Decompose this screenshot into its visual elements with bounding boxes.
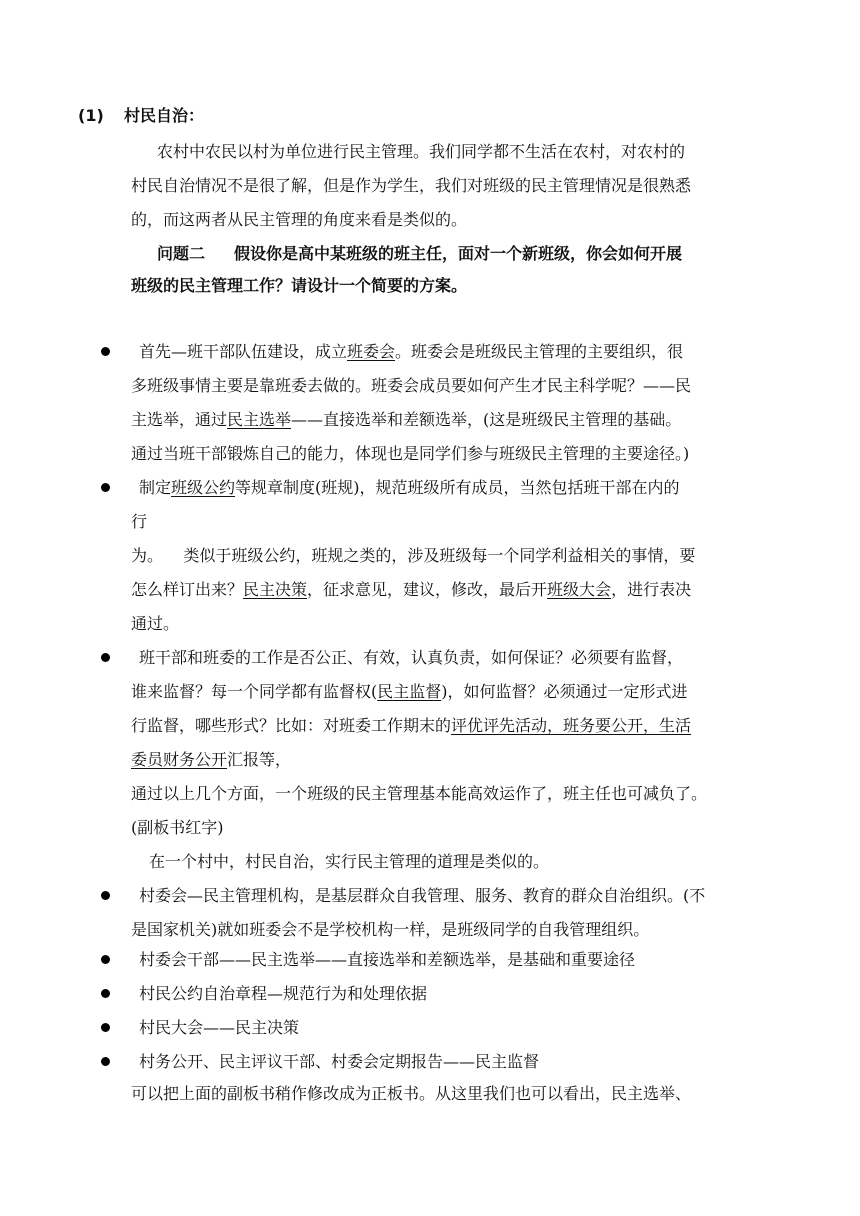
question-label: 问题二: [157, 244, 206, 263]
keyword-democratic-decision: 民主决策: [243, 580, 308, 599]
bullet-icon: [101, 653, 110, 662]
village-b5: 村务公开、民主评议干部、村委会定期报告——民主监督: [139, 1052, 540, 1071]
b2-line-4: 怎么样订出来？民主决策，征求意见，建议，修改，最后开班级大会，进行表决: [131, 580, 692, 599]
village-b4: 村民大会——民主决策: [139, 1018, 300, 1037]
b3-line-2: 谁来监督？每一个同学都有监督权(民主监督)，如何监督？必须通过一定形式进: [131, 682, 688, 701]
b2-line-2: 行: [131, 512, 148, 531]
village-b1-line-2: 是国家机关)就如班委会不是学校机构一样，是班级同学的自我管理组织。: [131, 920, 650, 939]
section-title: 村民自治：: [124, 106, 205, 125]
bullet-icon: [101, 891, 110, 900]
summary-line-1: 通过以上几个方面，一个班级的民主管理基本能高效运作了，班主任也可减负了。: [131, 784, 708, 803]
b1-line-2: 多班级事情主要是靠班委去做的。班委会成员要如何产生才民主科学呢？——民: [131, 376, 692, 395]
keyword-class-convention: 班级公约: [171, 478, 236, 497]
bullet-icon: [101, 1023, 110, 1032]
bullet-icon: [101, 955, 110, 964]
question-line-2: 班级的民主管理工作？请设计一个简要的方案。: [131, 276, 468, 295]
b3-line-3: 行监督，哪些形式？比如：对班委工作期末的评优评先活动，班务要公开，生活: [131, 716, 692, 735]
summary-line-2: (副板书红字): [131, 818, 224, 837]
bullet-icon: [101, 347, 110, 356]
bullet-icon: [101, 989, 110, 998]
bullet-icon: [101, 1057, 110, 1066]
b3-line-4: 委员财务公开汇报等，: [131, 750, 292, 769]
b1-line-1: 首先—班干部队伍建设，成立班委会。班委会是班级民主管理的主要组织，很: [139, 342, 684, 361]
village-b2: 村委会干部——民主选举——直接选举和差额选举，是基础和重要途径: [139, 950, 636, 969]
closing-line: 可以把上面的副板书稍作修改成为正板书。从这里我们也可以看出，民主选举、: [131, 1084, 692, 1103]
question-line-1: 假设你是高中某班级的班主任，面对一个新班级，你会如何开展: [234, 244, 683, 263]
intro-line-3: 的，而这两者从民主管理的角度来看是类似的。: [131, 210, 468, 229]
section-number: (1): [78, 106, 104, 125]
bullet-icon: [101, 483, 110, 492]
keyword-democratic-election: 民主选举: [227, 410, 292, 429]
keyword-banweihui: 班委会: [347, 342, 396, 361]
village-b3: 村民公约自治章程—规范行为和处理依据: [139, 984, 428, 1003]
intro-line-1: 农村中农民以村为单位进行民主管理。我们同学都不生活在农村，对农村的: [157, 142, 686, 161]
b1-line-4: 通过当班干部锻炼自己的能力，体现也是同学们参与班级民主管理的主要途径。): [131, 444, 690, 463]
b1-line-3: 主选举，通过民主选举——直接选举和差额选举，(这是班级民主管理的基础。: [131, 410, 682, 429]
b2-line-3: 为。 类似于班级公约，班规之类的，涉及班级每一个同学利益相关的事情，要: [131, 546, 696, 565]
b3-line-1: 班干部和班委的工作是否公正、有效，认真负责，如何保证？必须要有监督，: [139, 648, 684, 667]
keyword-class-meeting: 班级大会: [547, 580, 612, 599]
summary-line-3: 在一个村中，村民自治，实行民主管理的道理是类似的。: [149, 852, 550, 871]
keyword-evaluation: 评优评先活动，班务要公开，生活: [451, 716, 692, 735]
intro-line-2: 村民自治情况不是很了解，但是作为学生，我们对班级的民主管理情况是很熟悉: [131, 176, 692, 195]
b2-line-1: 制定班级公约等规章制度(班规)，规范班级所有成员，当然包括班干部在内的: [139, 478, 680, 497]
village-b1-line-1: 村委会—民主管理机构，是基层群众自我管理、服务、教育的群众自治组织。(不: [139, 886, 706, 905]
keyword-democratic-supervision: 民主监督: [377, 682, 442, 701]
keyword-finance-public: 委员财务公开: [131, 750, 228, 769]
b2-line-5: 通过。: [131, 614, 180, 633]
